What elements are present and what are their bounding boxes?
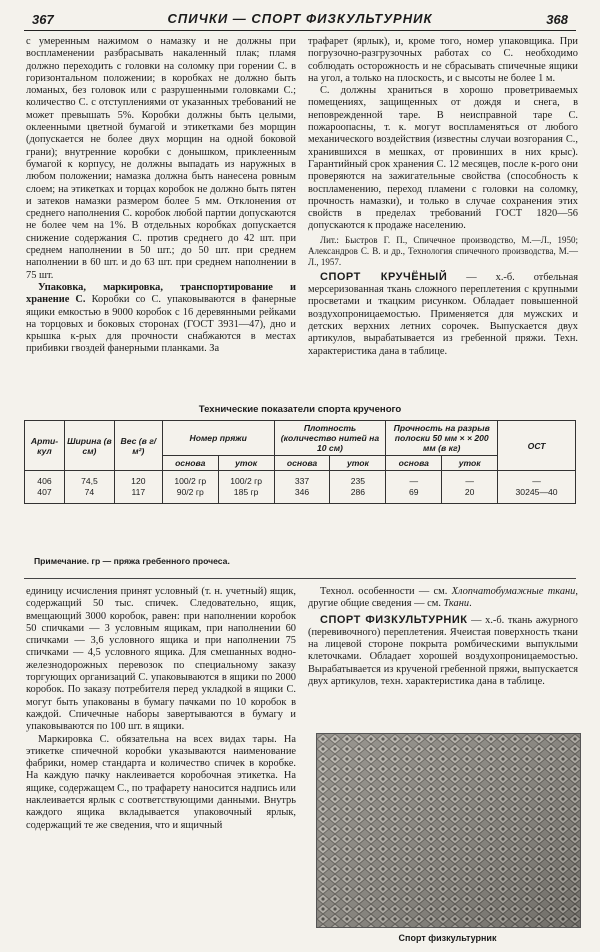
page-number-left: 367 — [32, 12, 54, 27]
table-cell: — 30245—40 — [498, 471, 576, 504]
table-cell: 235 286 — [330, 471, 386, 504]
paragraph: Маркировка С. обязательна на всех видах тары. На этикетке спичечной коробки указываются наименование фабрики, номер стандарта и количество спичек в коробке. На каждую пачку наклеивается коробочная этикетка. На ящике, содержащем С., по трафарету наносится надпись или наклеивается ярлык с соответствующими данными. Внутрь каждого ящика вкладывается упаковочный ярлык, содержащий те же сведения, что и ящичный — [26, 733, 296, 831]
table-row — [25, 471, 576, 504]
paragraph: трафарет (ярлык), и, кроме того, номер упаковщика. При погрузочно-разгрузочных работах со С. необходимо соблюдать осторожность и не сбрасывать спичечные ящики на угол, а только на плоскость, и с высоты не более 1 м. — [308, 36, 578, 84]
entry-term: СПОРТ КРУЧЁНЫЙ — [320, 270, 448, 283]
paragraph: С. должны храниться в хорошо проветриваемых помещениях, защищенных от дождя и снега, в неповрежденной таре. В неисправной таре С. пожароопасны, т. к. могут воспламеняться от любого механического воздействия (известны случаи возгорания С., хранившихся в мешках, от провинших в них крыс). Гарантийный срок хранения С. 12 месяцев, после к-рого они проверяются на зажигательные свойства (способность к воспламенению, переход пламени с головки на соломку, прочность намазки), и только в случае сохранения этих свойств в пределах требований ГОСТ 1820—56 допускаются к продаже населению. — [308, 85, 578, 232]
header-weight: Вес (в г/м²) — [114, 421, 162, 471]
paragraph-text: Коробки со С. упаковываются в фанерные ящики емкостью в 9000 коробок с 16 деревянными рейками на торцовых и боковых сторонах (ГОСТ 3931—47), дно и крышка к-рых для прочности снабжаются в местах прибивки гвоздей фанерными планками. За — [26, 294, 296, 355]
table-cell: 74,5 74 — [64, 471, 114, 504]
cross-reference: Ткани — [443, 598, 470, 610]
table-cell: 100/2 гр 185 гр — [218, 471, 274, 504]
header-strength: Прочность на разрыв полоски 50 мм × × 200 мм (в кг) — [386, 421, 498, 456]
paragraph — [26, 282, 296, 356]
entry-text: — х.-б. ткань ажурного (перевивочного) переплетения. Ячеистая поверхность ткани на лицевой стороне покрыта ромбическими выпуклыми клеточками. Обладает хорошей воздухопроницаемостью. Вырабатывается из крученой гребенной пряжи, выпускается двух артикулов, техн. характеристика дана в таблице. — [308, 614, 578, 688]
header-density: Плотность (количество нитей на 10 см) — [274, 421, 386, 456]
table-cell: — 69 — [386, 471, 442, 504]
column-1 — [26, 36, 296, 356]
article-entry — [308, 614, 578, 689]
table-caption: Технические показатели спорта крученого — [198, 404, 402, 415]
header-warp: основа — [162, 456, 218, 471]
table-cell: 406 407 — [25, 471, 65, 504]
entry-term: СПОРТ ФИЗКУЛЬТУРНИК — [320, 613, 468, 626]
header-weft: уток — [218, 456, 274, 471]
paragraph: Технол. особенности — см. Хлопчатобумажные ткани, другие общие сведения — см. Ткани. — [308, 586, 578, 610]
header-width: Ширина (в см) — [64, 421, 114, 471]
specs-table — [24, 420, 576, 504]
literature-note: Лит.: Быстров Г. П., Спичечное производство, М.—Л., 1950; Александров С. В. и др., Технология спичечного производства, М.—Л., 1957. — [308, 234, 578, 267]
table-cell: — 20 — [442, 471, 498, 504]
header-weft: уток — [330, 456, 386, 471]
table-cell: 100/2 гр 90/2 гр — [162, 471, 218, 504]
column-4 — [308, 586, 578, 688]
column-3 — [26, 586, 296, 832]
header-yarn-number: Номер пряжи — [162, 421, 274, 456]
header-ost: ОСТ — [498, 421, 576, 471]
table-cell: 120 117 — [114, 471, 162, 504]
section-heading: Упаковка, маркировка, транспортирование и хранение С. — [26, 281, 296, 306]
paragraph: с умеренным нажимом о намазку и не должны при воспламенении разбрасывать накаленный плак; пламя должно переходить с головки на соломку при горении С. в горизонтальном положении; в коробках не должно быть ломаных, без головок или с разрушенными головками С.; количество С. с отступлениями от указанных требований не может превышать 5%. Коробки должны быть целыми, оклеенными цветной бумагой и этикетками без морщин (допускается не более двух морщин на одной боковой грани); внутренние коробки с донышком, приклеенным бумагой к корпусу, не должны выпадать из наружных в любом положении; намазка должна быть нанесена ровным слоем; на этикетках и торцах коробок не должно быть пятен и затеков намазки размером более 5 мм. Отклонения от среднего наполнения С. коробок любой партии допускаются не более чем на 1%. В отдельных коробках допускается снижение содержания С. против среднего до 42 шт. при среднем наполнении в 50 шт.; до 50 шт. при среднем наполнении в 60 шт. и до 63 шт. при среднем наполнении в 75 шт. — [26, 36, 296, 281]
entry-text: — х.-б. отбельная мерсеризованная ткань сложного переплетения с крупными просветами и ткацким рисунком. Обладает повышенной воздухопроницаемостью. Применяется для мужских и детских верхних летних сорочек. Выпускается двух артикулов, вырабатывается из гребенной пряжи. Техн. характеристика дана в таблице. — [308, 271, 578, 357]
fabric-photo — [316, 733, 581, 928]
divider — [24, 578, 576, 579]
table-cell: 337 346 — [274, 471, 330, 504]
header-warp: основа — [274, 456, 330, 471]
header-weft: уток — [442, 456, 498, 471]
column-2 — [308, 36, 578, 358]
article-entry — [308, 271, 578, 358]
paragraph: единицу исчисления принят условный (т. н. учетный) ящик, содержащий 50 тыс. спичек. Следовательно, ящик, вмещающий 3000 коробок, равен: при наполнении коробок 50 спичками — 3 условным ящикам, при наполнении 60 спичками — 3,6 условного ящика и при наполнении 75 спичками — 4,5 условного ящика. Для смешанных водно-железнодорожных перевозок по специальному заказу торгующих организаций С. упаковываются в ящики по 2000 коробок. По заказу потребителя перед укладкой в ящики С. могут быть упакованы в бумагу пачками по 10 коробок в каждой. Спичечные наборы завертываются в бумагу и упаковываются по 100 шт. в ящики. — [26, 586, 296, 733]
table-note: Примечание. гр — пряжа гребенного прочеса. — [34, 556, 230, 566]
page-number-right: 368 — [546, 12, 568, 27]
cross-reference: Хлопчатобумажные ткани — [451, 586, 576, 597]
running-title: СПИЧКИ — СПОРТ ФИЗКУЛЬТУРНИК — [167, 11, 433, 26]
page-header — [24, 8, 576, 31]
fabric-texture — [317, 734, 580, 927]
header-warp: основа — [386, 456, 442, 471]
figure-caption: Спорт физкультурник — [398, 933, 497, 943]
header-article: Арти-кул — [25, 421, 65, 471]
